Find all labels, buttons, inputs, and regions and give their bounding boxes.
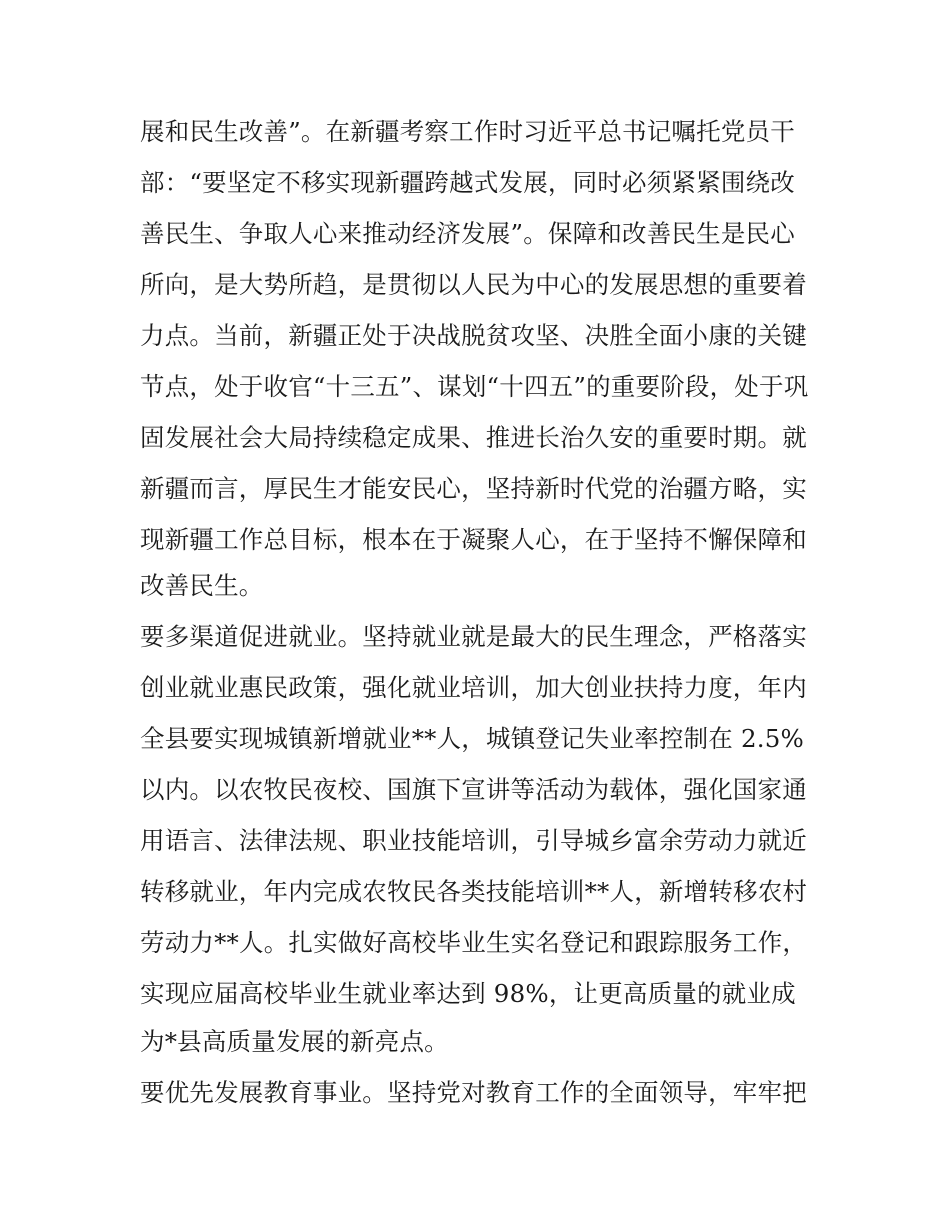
- text-line: 现新疆工作总目标，根本在于凝聚人心，在于坚持不懈保障和: [140, 525, 807, 554]
- text-line: 全县要实现城镇新增就业**人，城镇登记失业率控制在 2.5%: [140, 724, 805, 753]
- text-line: 为*县高质量发展的新亮点。: [140, 1027, 449, 1056]
- text-line: 要优先发展教育事业。坚持党对教育工作的全面领导，牢牢把: [140, 1078, 807, 1107]
- text-line: 部：“要坚定不移实现新疆跨越式发展，同时必须紧紧围绕改: [140, 168, 795, 197]
- text-line: 展和民生改善”。在新疆考察工作时习近平总书记嘱托党员干: [140, 117, 795, 146]
- text-line: 劳动力**人。扎实做好高校毕业生实名登记和跟踪服务工作，: [140, 928, 808, 957]
- text-line: 改善民生。: [140, 571, 264, 600]
- text-line: 新疆而言，厚民生才能安民心，坚持新时代党的治疆方略，实: [140, 474, 807, 503]
- text-line: 以内。以农牧民夜校、国旗下宣讲等活动为载体，强化国家通: [140, 775, 807, 804]
- text-line: 创业就业惠民政策，强化就业培训，加大创业扶持力度，年内: [140, 673, 807, 702]
- text-line: 实现应届高校毕业生就业率达到 98%，让更高质量的就业成: [140, 979, 796, 1008]
- text-line: 所向，是大势所趋，是贯彻以人民为中心的发展思想的重要着: [140, 270, 807, 299]
- text-line: 善民生、争取人心来推动经济发展”。保障和改善民生是民心: [140, 219, 795, 248]
- text-line: 固发展社会大局持续稳定成果、推进长治久安的重要时期。就: [140, 423, 807, 452]
- text-line: 要多渠道促进就业。坚持就业就是最大的民生理念，严格落实: [140, 622, 807, 651]
- text-line: 用语言、法律法规、职业技能培训，引导城乡富余劳动力就近: [140, 826, 807, 855]
- text-line: 节点，处于收官“十三五”、谋划“十四五”的重要阶段，处于巩: [140, 372, 809, 401]
- text-line: 转移就业，年内完成农牧民各类技能培训**人，新增转移农村: [140, 877, 808, 906]
- text-line: 力点。当前，新疆正处于决战脱贫攻坚、决胜全面小康的关键: [140, 321, 807, 350]
